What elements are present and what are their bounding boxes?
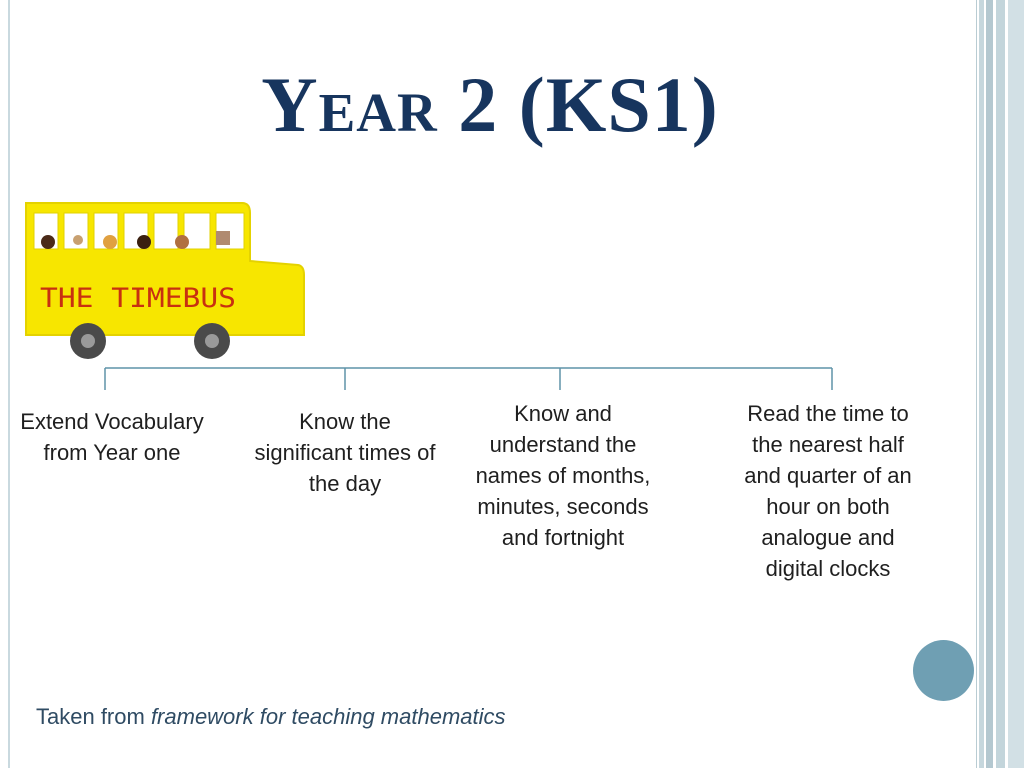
citation-source: framework for teaching mathematics xyxy=(150,704,506,729)
time-bus-illustration xyxy=(20,195,305,365)
item-significant-times: Know the significant times of the day xyxy=(254,409,436,496)
bus-sign-text: THE TIMEBUS xyxy=(40,283,236,314)
decorative-circle xyxy=(913,640,974,701)
item-read-the-time: Read the time to the nearest half and quarter of an hour on both analogue and digital clocks xyxy=(744,401,912,581)
citation-prefix: Taken from xyxy=(36,704,151,729)
item-months-minutes-seconds: Know and understand the names of months, minutes, seconds and fortnight xyxy=(475,401,651,550)
source-citation xyxy=(36,704,506,730)
item-extend-vocabulary: Extend Vocabulary from Year one xyxy=(20,409,204,465)
right-decorative-stripes xyxy=(976,0,1024,768)
slide-title: Year 2 (KS1) xyxy=(261,61,719,148)
